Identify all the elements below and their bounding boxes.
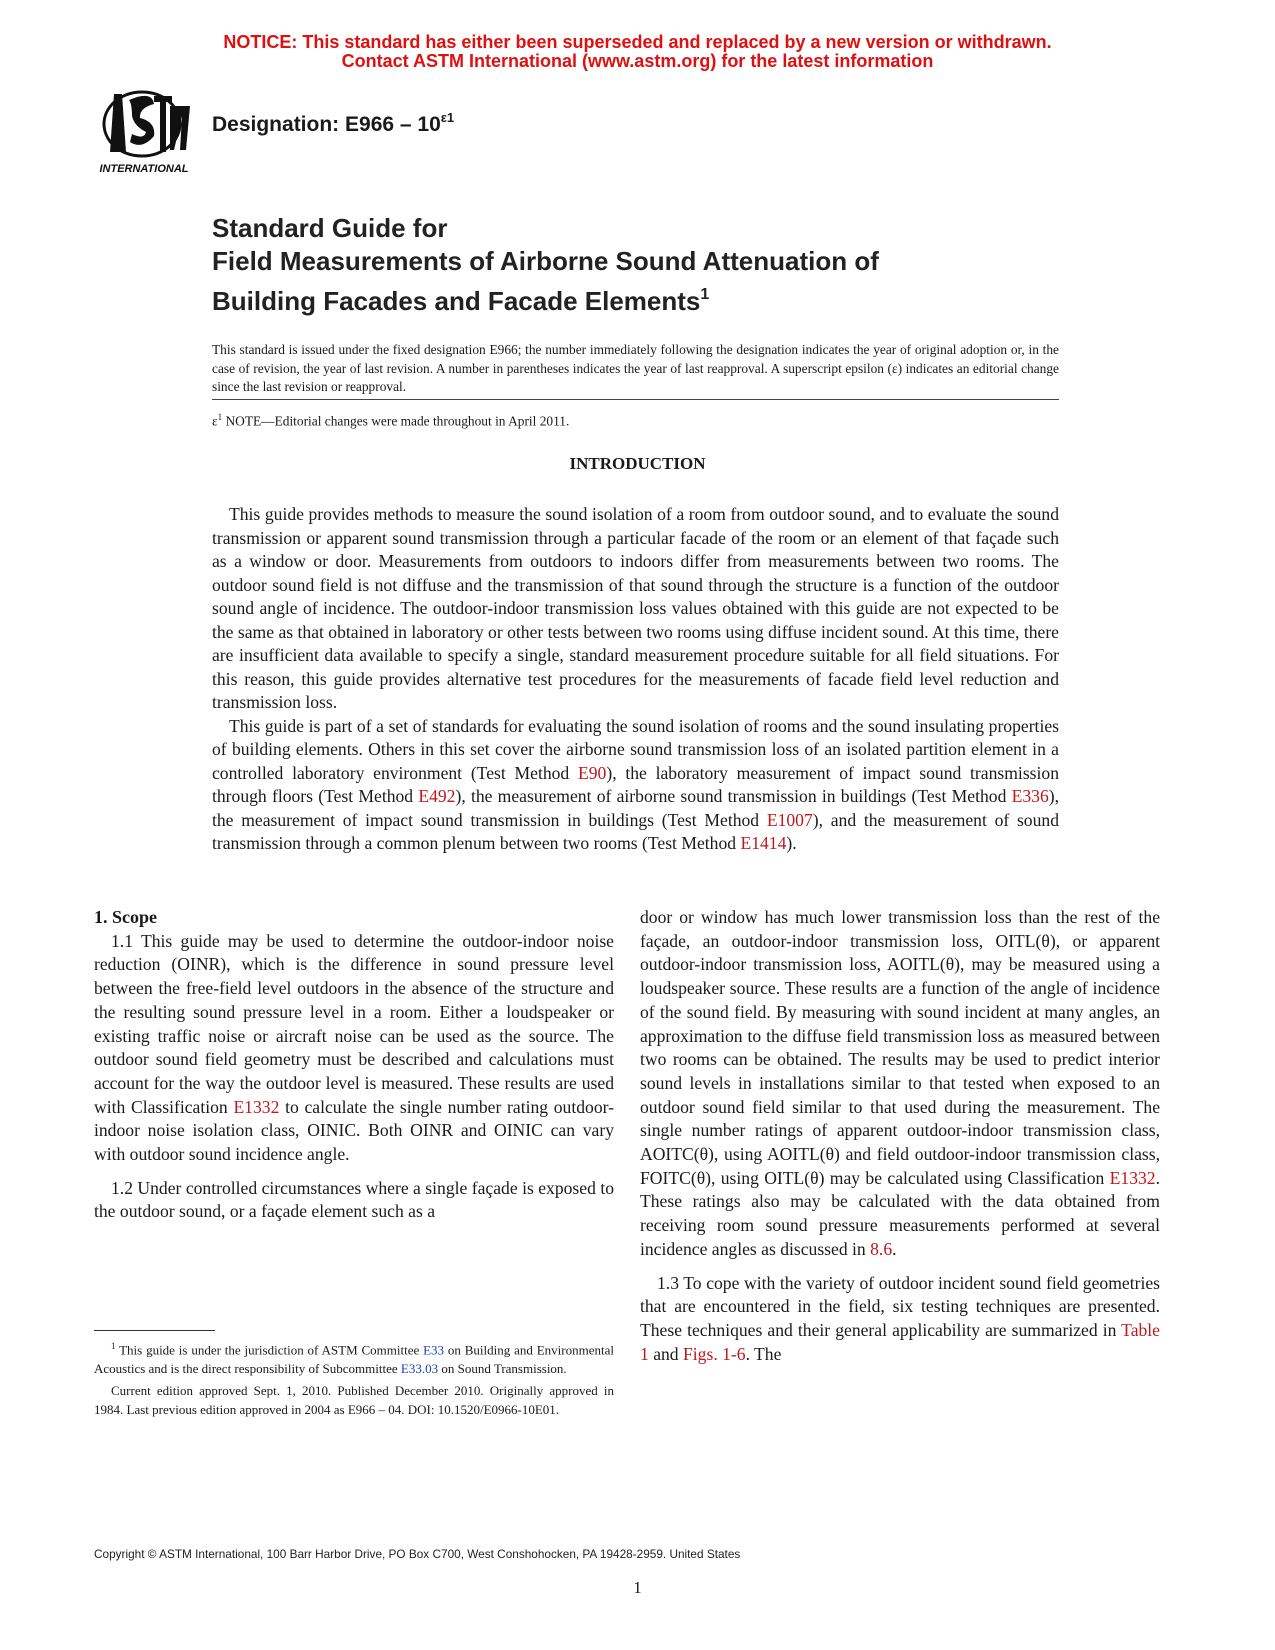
link-figs-1-6[interactable]: Figs. 1-6 [683,1343,746,1364]
section-1-2-start: 1.2 Under controlled circumstances where a single façade is exposed to the outdoor sound, or a façade element such as a [94,1177,614,1222]
left-column [94,906,614,1224]
footnotes [94,1337,614,1419]
intro-paragraph-1: This guide provides methods to measure the sound isolation of a room from outdoor sound, and to evaluate the sound transmission or apparent sound transmission through a particular facade of the room or an element of that façade such as a window or door. Measurements from outdoors to indoors differ from measurements between two rooms. The outdoor sound field is not diffuse and the transmission of that sound through the structure is a function of the outdoor sound angle of incidence. The outdoor-indoor transmission loss values obtained with this guide are not expected to be the same as that obtained in laboratory or other tests between two rooms using diffuse incident sound. At this time, there are insufficient data available to specify a single, standard measurement procedure suitable for all field situations. For this reason, this guide provides alternative test procedures for the measurements of facade field level reduction and transmission loss. [212,504,1059,712]
link-e33-03[interactable]: E33.03 [400,1360,439,1376]
link-e1414[interactable]: E1414 [740,833,787,853]
scope-heading: 1. Scope [94,907,157,927]
link-table-1[interactable]: Table 1 [640,1319,1160,1364]
notice-line-2: Contact ASTM International (www.astm.org) for the latest information [341,51,934,71]
link-section-8-6[interactable]: 8.6 [870,1238,893,1259]
link-e90[interactable]: E90 [578,762,607,783]
logo-wordmark: INTERNATIONAL [99,163,189,175]
link-e1332[interactable]: E1332 [233,1096,280,1117]
link-e1007[interactable]: E1007 [766,809,813,830]
epsilon-note: $\varepsilon^1$ NOTE—Editorial changes were made throughout in April 2011. [212,412,570,429]
copyright-notice: Copyright © ASTM International, 100 Barr Harbor Drive, PO Box C700, West Conshohocken, PA 19428-2959. United States [94,1547,741,1561]
section-1-3: 1.3 To cope with the variety of outdoor incident sound field geometries that are encountered in the field, six testing techniques are presented. These techniques and their general applicability are summarized in Table 1 and Figs. 1-6. The [640,1272,1160,1364]
title-line-2: Field Measurements of Airborne Sound Attenuation of [212,246,879,276]
introduction-heading: INTRODUCTION [569,454,706,473]
designation-superscript: ε1 [440,110,455,125]
link-e492[interactable]: E492 [418,786,456,806]
introduction-body [212,503,1059,856]
title-footnote-mark: 1 [700,286,710,303]
issued-note: This standard is issued under the fixed designation E966; the number immediately following the designation indicates the year of original adoption or, in the case of revision, the year of last revision. A number in parentheses indicates the year of last reapproval. A superscript epsilon (ε) indicates an editorial change since the last revision or reapproval. [212,342,1059,394]
document-title [212,212,879,318]
footnote-1: $^1$ This guide is under the jurisdiction of ASTM Committee E33 on Building and Environmental Acoustics and is the direct responsibility of Subcommittee E33.03 on Sound Transmission. [94,1341,614,1376]
link-e33[interactable]: E33 [423,1342,445,1358]
footnote-2: Current edition approved Sept. 1, 2010. Published December 2010. Originally approved in 1984. Last previous edition approved in 2004 as E966 – 04. DOI: 10.1520/E0966-10E01. [94,1383,614,1417]
astm-logo [94,86,194,178]
page-number: 1 [633,1578,642,1597]
title-line-1: Standard Guide for [212,213,448,243]
section-1-1: 1.1 This guide may be used to determine the outdoor-indoor noise reduction (OINR), which is the difference in sound pressure level between the free-field level outdoors in the absence of the structure and the resulting sound pressure level in a room. Either a loudspeaker or existing traffic noise or aircraft noise can be used as the source. The outdoor sound field geometry must be described and calculations must account for the way the outdoor level is measured. These results are used with Classification E1332 to calculate the single number rating outdoor-indoor noise isolation class, OINIC. Both OINR and OINIC can vary with outdoor sound incidence angle. [94,930,614,1165]
link-e1332-2[interactable]: E1332 [1109,1167,1156,1188]
footnote-divider [94,1330,215,1331]
intro-paragraph-2: This guide is part of a set of standards for evaluating the sound isolation of rooms and the sound insulating properties of building elements. Others in this set cover the airborne sound transmission loss of an isolated partition element in a controlled laboratory environment (Test Method E90), the laboratory measurement of impact sound transmission through floors (Test Method E492), the measurement of airborne sound transmission in buildings (Test Method E336), the measurement of impact sound transmission in buildings (Test Method E1007), and the measurement of sound transmission through a common plenum between two rooms (Test Method E1414). [212,715,1060,853]
link-e336[interactable]: E336 [1011,786,1049,806]
right-column [640,906,1160,1366]
designation [212,110,454,137]
title-line-3: Building Facades and Facade Elements$^1$ [212,286,710,316]
notice-line-1: NOTICE: This standard has either been superseded and replaced by a new version or withdrawn. [223,32,1052,52]
designation-label: Designation: E966 – 10 [212,113,441,136]
divider [212,399,1059,400]
section-1-2-continued: door or window has much lower transmission loss than the rest of the façade, an outdoor-indoor transmission loss, OITL(θ), or apparent outdoor-indoor transmission loss, AOITL(θ), may be measured using a loudspeaker source. These results are a function of the angle of incidence of the sound field. By measuring with sound incident at many angles, an approximation to the diffuse field transmission loss as measured between two rooms can be obtained. The results may be used to predict interior sound levels in installations similar to that tested when exposed to an outdoor sound field similar to that used during the measurement. The single number ratings of apparent outdoor-indoor transmission class, AOITC(θ), using AOITL(θ) and field outdoor-indoor transmission class, FOITC(θ), using OITL(θ) may be calculated using Classification E1332. These ratings also may be calculated with the data obtained from receiving room sound pressure measurements performed at several incidence angles as discussed in 8.6. [640,907,1160,1259]
